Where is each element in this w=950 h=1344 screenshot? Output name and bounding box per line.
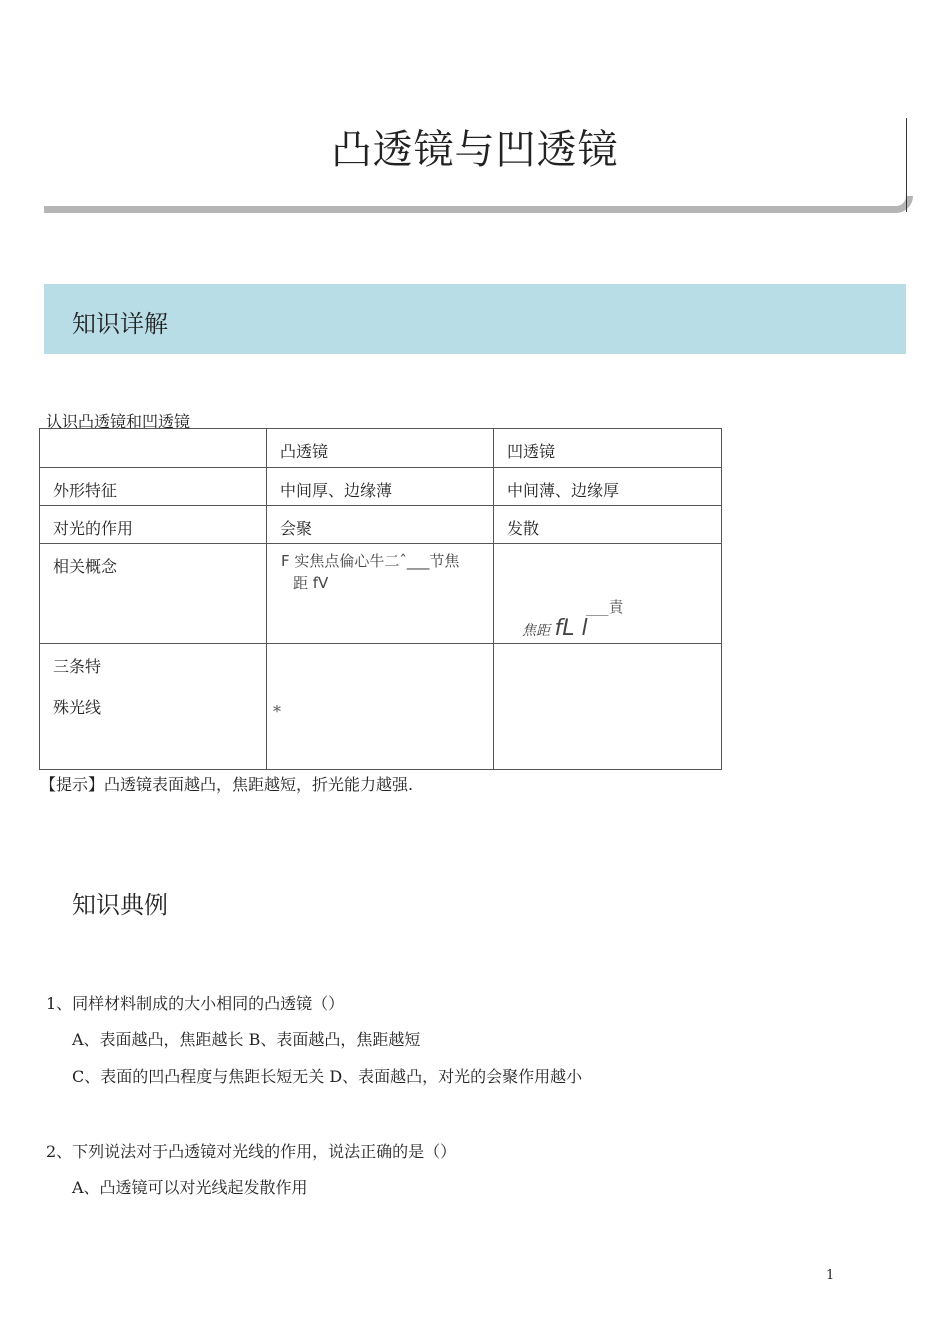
section-heading-knowledge: 知识详解 — [72, 310, 168, 338]
table-cell — [494, 544, 722, 644]
table-cell: 发散 — [494, 506, 722, 544]
table-header-cell — [494, 429, 722, 468]
section-band-knowledge — [44, 284, 906, 354]
concave-concept-text: ___責 — [586, 598, 624, 616]
header-convex: 凸透镜 — [280, 442, 329, 461]
title-edge-line — [906, 118, 907, 212]
table-cell: 会聚 — [267, 506, 494, 544]
comparison-table — [39, 428, 722, 770]
table-row — [40, 468, 722, 506]
table-row — [40, 544, 722, 644]
row-label: 三条特 殊光线 — [40, 644, 267, 770]
title-block — [44, 110, 906, 210]
row-label: 对光的作用 — [40, 506, 267, 544]
hint-text: 【提示】凸透镜表面越凸，焦距越短，折光能力越强. — [40, 775, 414, 794]
row-label: 外形特征 — [40, 468, 267, 506]
header-concave: 凹透镜 — [507, 442, 556, 461]
convex-concept-text: F 实焦点倫心牛二ˆ___节焦 距 fV — [281, 552, 460, 592]
title-underline — [44, 196, 913, 213]
row-label: 相关概念 — [40, 544, 267, 644]
table-cell — [494, 644, 722, 770]
convex-rays-mark: * — [273, 702, 281, 721]
table-header-row — [40, 429, 722, 468]
page-title: 凸透镜与凹透镜 — [331, 127, 619, 173]
table-cell — [267, 644, 494, 770]
question-option: A、表面越凸，焦距越长 B、表面越凸，焦距越短 — [72, 1030, 421, 1049]
table-row — [40, 506, 722, 544]
question-stem: 2、下列说法对于凸透镜对光线的作用，说法正确的是（） — [46, 1142, 457, 1161]
table-caption: 认识凸透镜和凹透镜 — [46, 412, 191, 431]
table-cell: 中间薄、边缘厚 — [494, 468, 722, 506]
table-header-cell — [267, 429, 494, 468]
table-header-cell — [40, 429, 267, 468]
table-row — [40, 644, 722, 770]
question-option: C、表面的凹凸程度与焦距长短无关 D、表面越凸，对光的会聚作用越小 — [72, 1067, 583, 1086]
table-cell: 中间厚、边缘薄 — [267, 468, 494, 506]
section-heading-examples: 知识典例 — [72, 891, 168, 919]
page-number: 1 — [826, 1268, 835, 1283]
table-cell — [267, 544, 494, 644]
concave-focal-text: 焦距 fL l — [522, 616, 588, 641]
question-stem: 1、同样材料制成的大小相同的凸透镜（） — [46, 994, 345, 1013]
question-option: A、凸透镜可以对光线起发散作用 — [72, 1178, 308, 1197]
